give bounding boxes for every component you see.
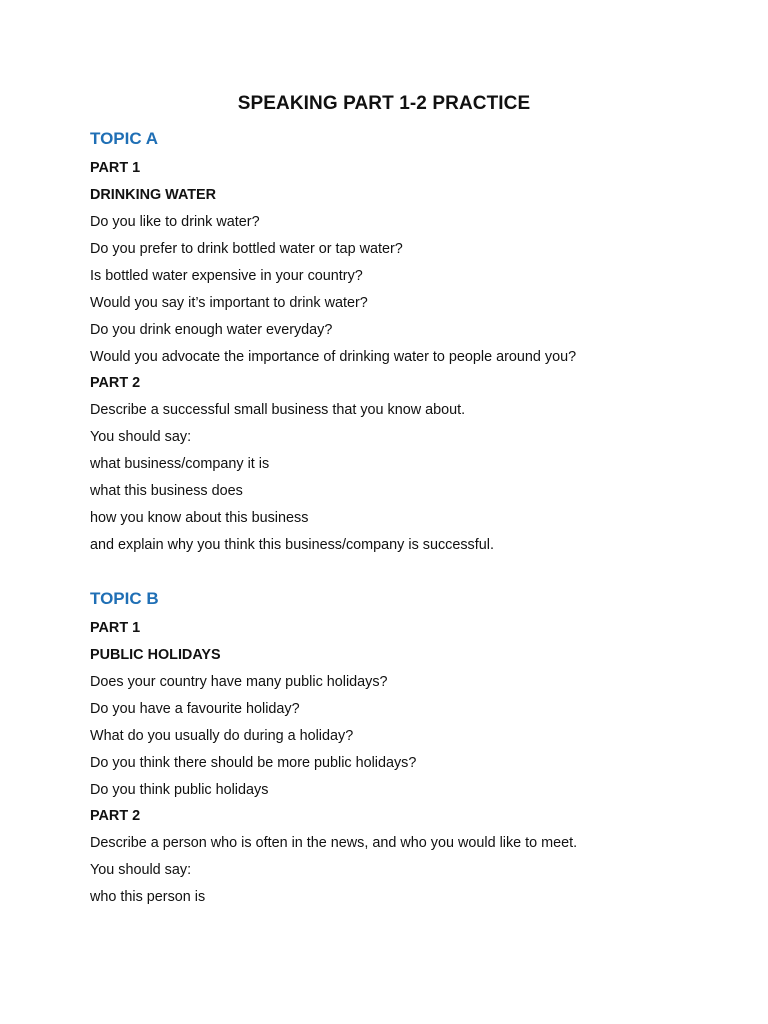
part-heading: PART 1	[90, 160, 141, 176]
question-line: Would you advocate the importance of drinking water to people around you?	[90, 349, 577, 365]
question-line: Do you think there should be more public holidays?	[90, 755, 417, 771]
question-line: Do you prefer to drink bottled water or tap water?	[90, 241, 403, 257]
cue-card-line: Describe a successful small business that you know about.	[90, 402, 466, 418]
cue-card-line: Describe a person who is often in the news, and who you would like to meet.	[90, 835, 578, 851]
topic-heading: TOPIC B	[90, 589, 159, 608]
part-heading: PART 1	[90, 620, 141, 636]
question-line: Is bottled water expensive in your country?	[90, 268, 363, 284]
cue-card-line: You should say:	[90, 429, 192, 445]
question-line: Does your country have many public holidays?	[90, 674, 388, 690]
question-line: Do you think public holidays	[90, 782, 269, 798]
cue-card-line: You should say:	[90, 862, 192, 878]
question-line: Would you say it’s important to drink water?	[90, 295, 368, 311]
cue-card-line: and explain why you think this business/company is successful.	[90, 537, 494, 553]
cue-card-line: what business/company it is	[90, 456, 270, 472]
topic-heading: TOPIC A	[90, 129, 159, 148]
subject-heading: PUBLIC HOLIDAYS	[90, 647, 221, 663]
question-line: Do you like to drink water?	[90, 214, 260, 230]
question-line: Do you have a favourite holiday?	[90, 701, 300, 717]
cue-card-line: who this person is	[90, 889, 206, 905]
question-line: What do you usually do during a holiday?	[90, 728, 354, 744]
page-title: SPEAKING PART 1-2 PRACTICE	[237, 93, 531, 114]
question-line: Do you drink enough water everyday?	[90, 322, 333, 338]
cue-card-line: what this business does	[90, 483, 243, 499]
subject-heading: DRINKING WATER	[90, 187, 217, 203]
cue-card-line: how you know about this business	[90, 510, 309, 526]
part-heading: PART 2	[90, 808, 141, 824]
part-heading: PART 2	[90, 375, 141, 391]
